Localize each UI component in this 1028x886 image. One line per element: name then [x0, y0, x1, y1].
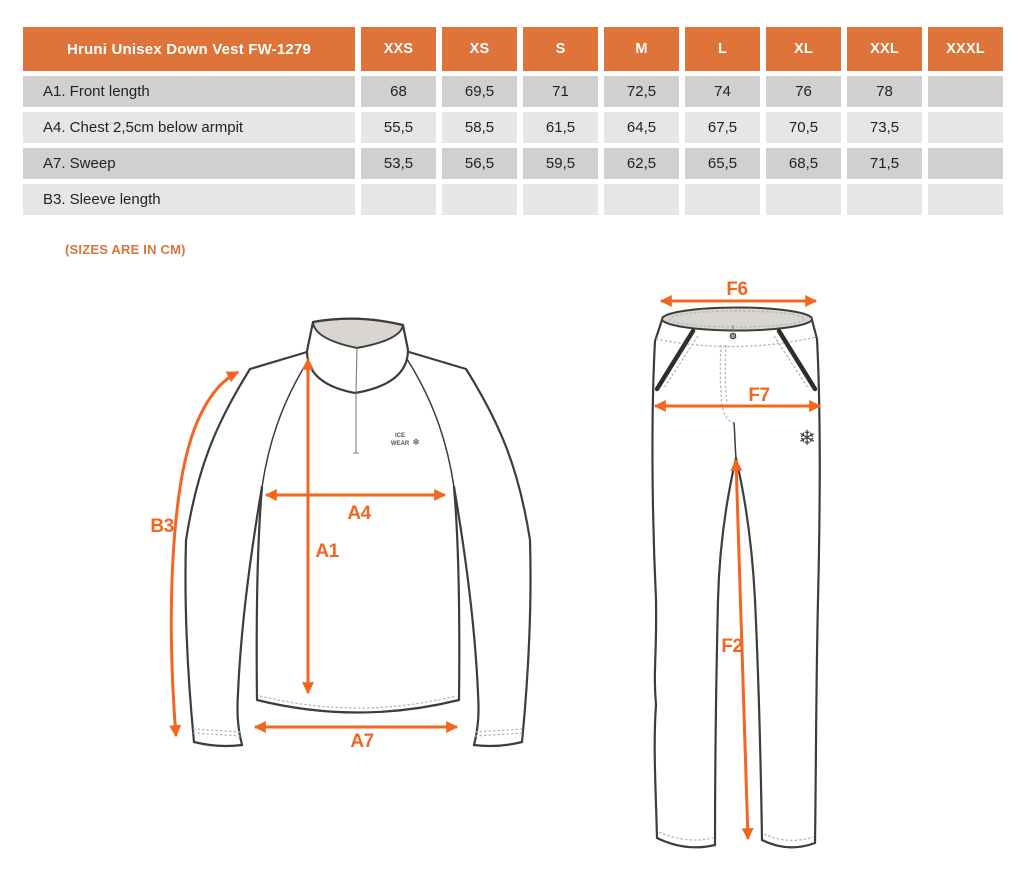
brand-logo-line2: WEAR [390, 441, 410, 447]
cell: 72,5 [604, 76, 679, 107]
pants-drawing [652, 308, 819, 848]
a4-label: A4 [347, 503, 371, 524]
cell: 68 [361, 76, 436, 107]
col-header-xxl: XXL [847, 27, 922, 71]
cell: 53,5 [361, 148, 436, 179]
cell: 56,5 [442, 148, 517, 179]
col-header-s: S [523, 27, 598, 71]
cell [523, 184, 598, 215]
cell: 68,5 [766, 148, 841, 179]
cell [685, 184, 760, 215]
a1-label: A1 [315, 541, 339, 562]
cell: 61,5 [523, 112, 598, 143]
row-label: B3. Sleeve length [23, 184, 355, 215]
col-header-xxs: XXS [361, 27, 436, 71]
sweater-diagram [130, 295, 570, 810]
col-header-xl: XL [766, 27, 841, 71]
table-row-chest [23, 112, 1003, 143]
cell [928, 76, 1003, 107]
col-header-xs: XS [442, 27, 517, 71]
cell: 69,5 [442, 76, 517, 107]
cell: 65,5 [685, 148, 760, 179]
cell [928, 184, 1003, 215]
a7-label: A7 [350, 731, 374, 752]
cell: 73,5 [847, 112, 922, 143]
cell: 74 [685, 76, 760, 107]
pants-diagram [620, 275, 880, 865]
sweater-drawing [185, 319, 530, 746]
cell [604, 184, 679, 215]
pants-body [652, 320, 819, 847]
f7-label: F7 [748, 385, 770, 406]
body-panel [257, 359, 460, 713]
cell [442, 184, 517, 215]
col-header-m: M [604, 27, 679, 71]
f2-label: F2 [721, 636, 743, 657]
cell: 71 [523, 76, 598, 107]
cell: 55,5 [361, 112, 436, 143]
hip-snowflake-icon: ❄ [798, 426, 816, 450]
brand-snowflake-icon: ❄ [412, 438, 420, 448]
cell: 59,5 [523, 148, 598, 179]
cell [766, 184, 841, 215]
row-label: A4. Chest 2,5cm below armpit [23, 112, 355, 143]
cell: 67,5 [685, 112, 760, 143]
size-table [17, 22, 1009, 220]
cell [361, 184, 436, 215]
row-label: A1. Front length [23, 76, 355, 107]
table-row-sleeve-length [23, 184, 1003, 215]
cell [847, 184, 922, 215]
cell: 78 [847, 76, 922, 107]
cell [928, 112, 1003, 143]
col-header-xxxl: XXXL [928, 27, 1003, 71]
f6-label: F6 [726, 279, 748, 300]
b3-label: B3 [150, 516, 174, 537]
brand-logo-line1: ICE [394, 433, 406, 439]
product-title: Hruni Unisex Down Vest FW-1279 [23, 27, 355, 71]
row-label: A7. Sweep [23, 148, 355, 179]
cell: 70,5 [766, 112, 841, 143]
cell: 71,5 [847, 148, 922, 179]
cell: 64,5 [604, 112, 679, 143]
table-row-sweep [23, 148, 1003, 179]
cell [928, 148, 1003, 179]
col-header-l: L [685, 27, 760, 71]
waist-button [730, 333, 736, 339]
cell: 62,5 [604, 148, 679, 179]
units-note: (SIZES ARE IN CM) [65, 242, 186, 257]
cell: 58,5 [442, 112, 517, 143]
table-row-front-length [23, 76, 1003, 107]
table-header-row [23, 27, 1003, 71]
cell: 76 [766, 76, 841, 107]
